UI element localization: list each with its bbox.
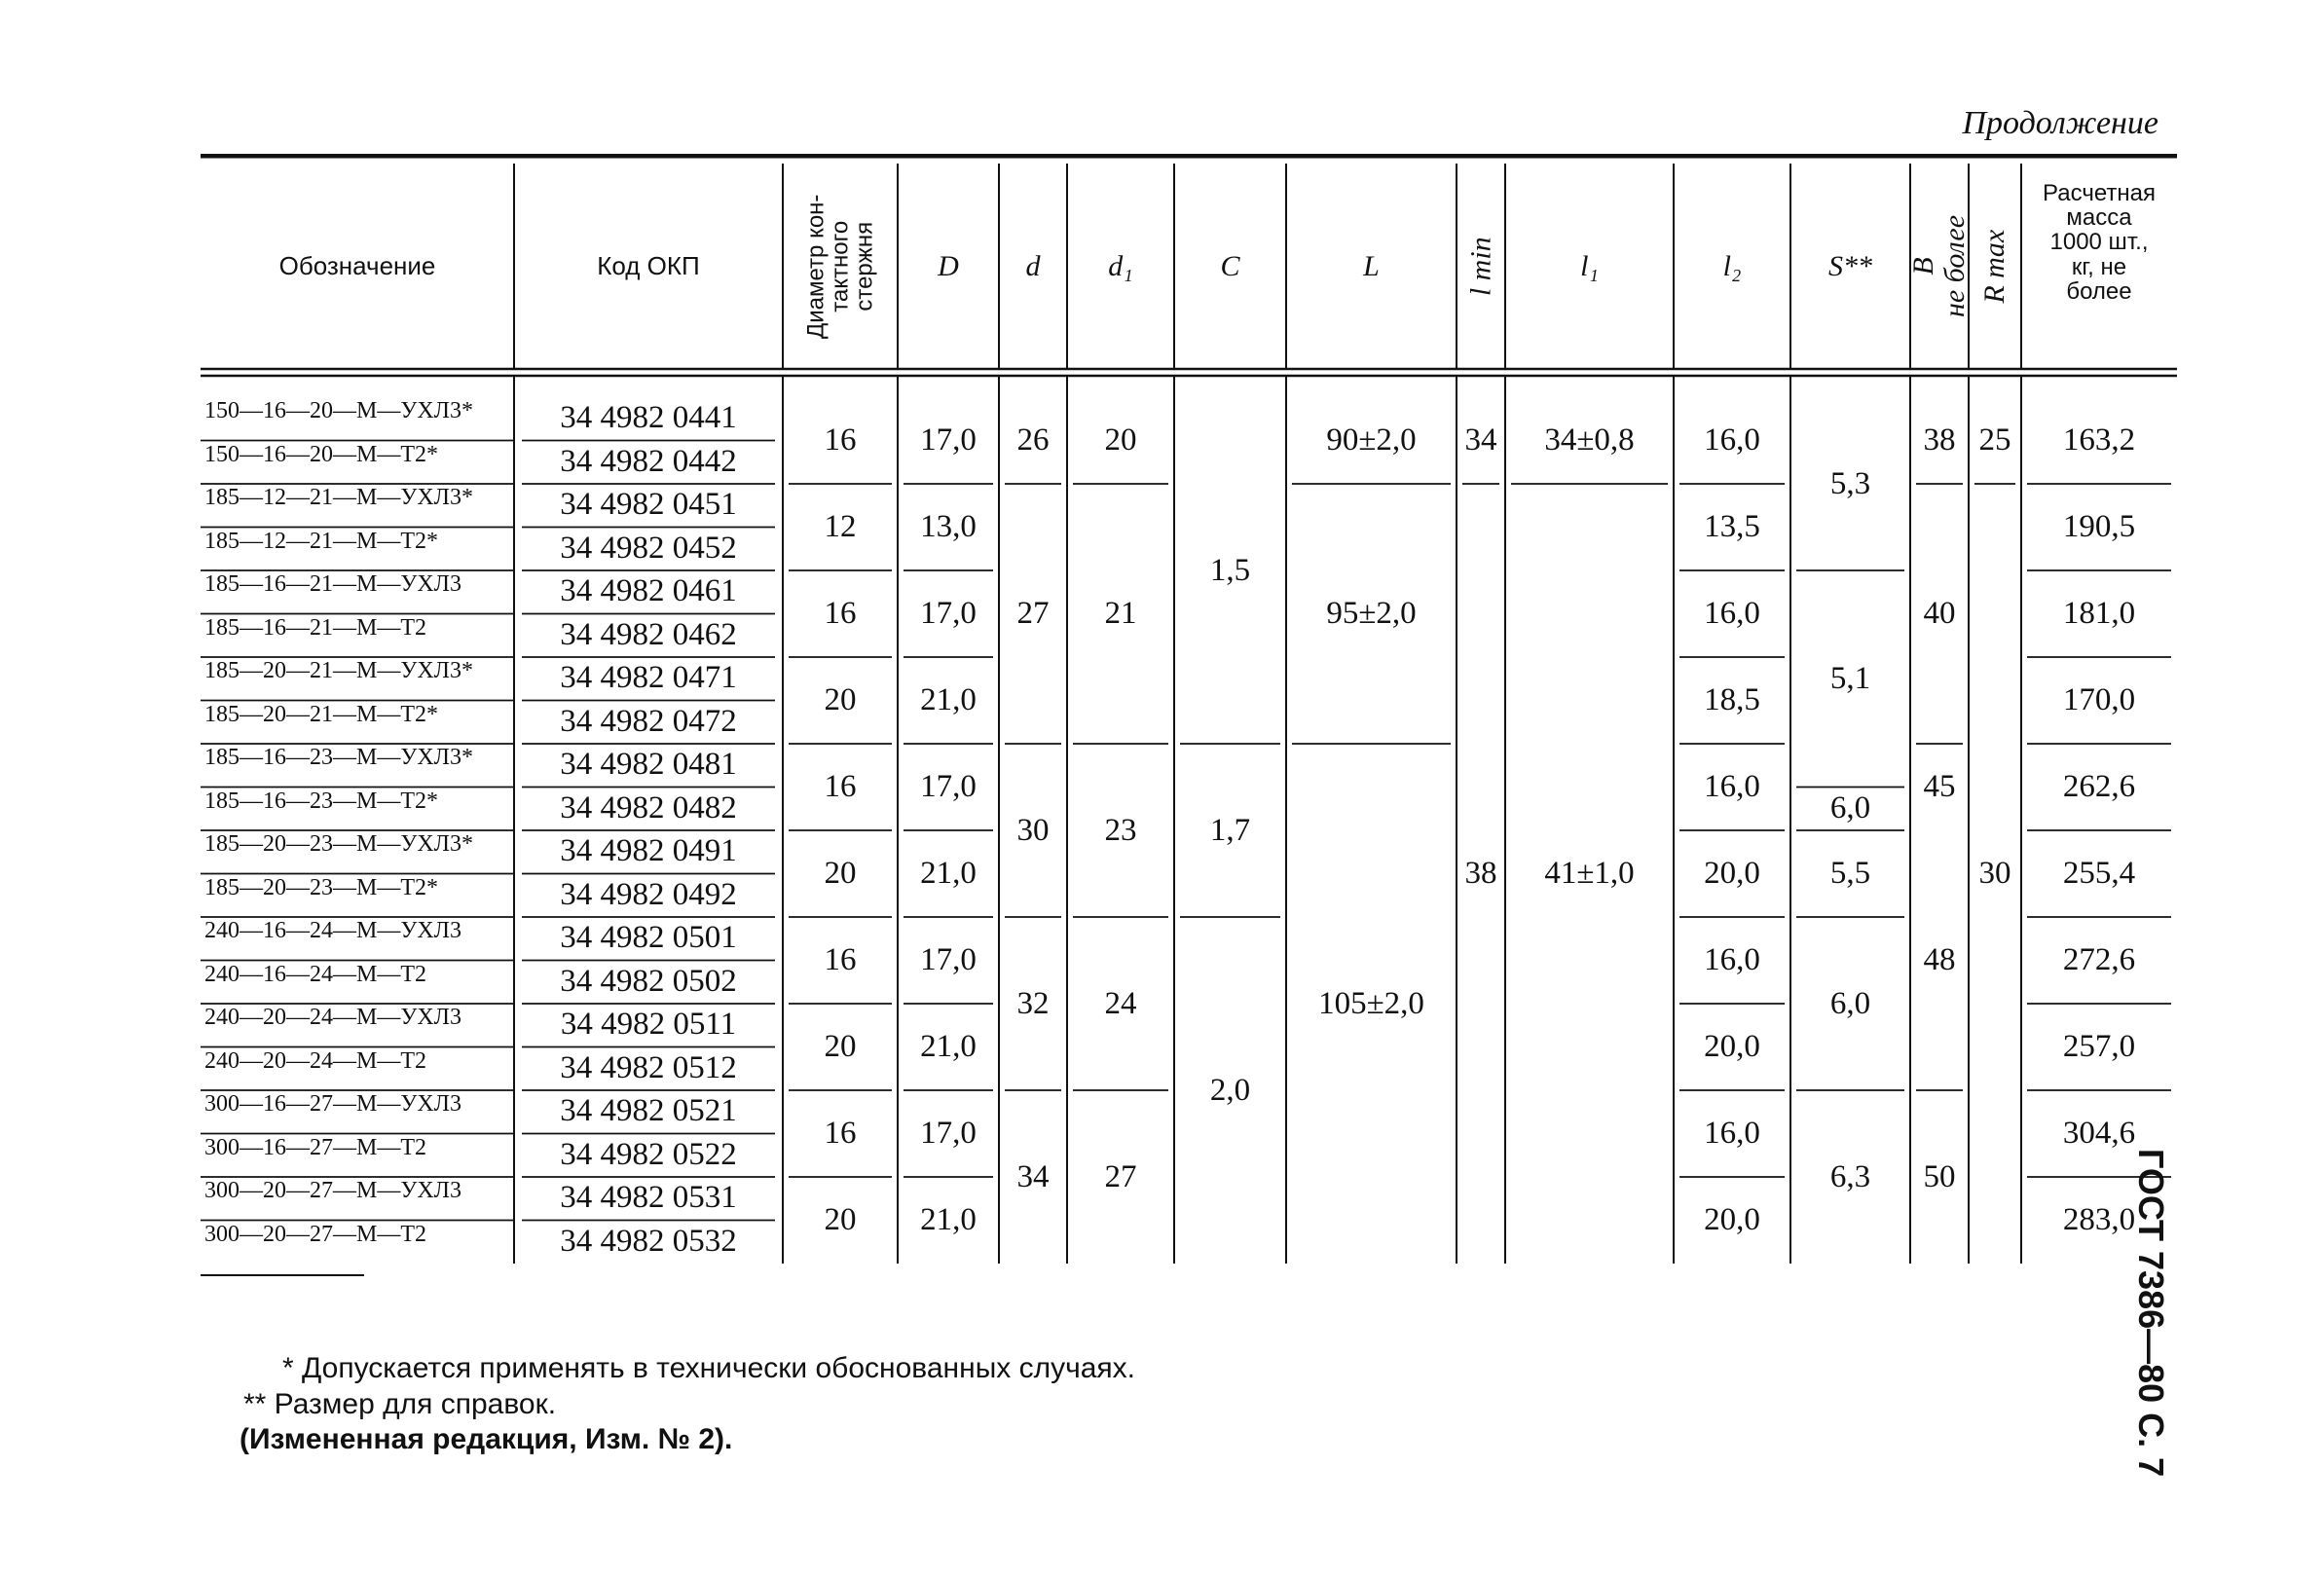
C-cell: 1,7: [1209, 812, 1251, 848]
okp-code-cell: 34 4982 0491: [560, 833, 737, 868]
S-cell: 6,0: [1829, 985, 1871, 1021]
mass-cell: 262,6: [2062, 769, 2136, 804]
lmin-cell: 34: [1464, 422, 1497, 458]
okp-code-cell: 34 4982 0511: [560, 1007, 737, 1042]
Rmax-cell: 25: [1978, 422, 2011, 458]
L-cell: 90±2,0: [1326, 422, 1417, 458]
C-cell: 1,5: [1209, 552, 1251, 588]
B-cell: 45: [1923, 769, 1956, 804]
designation-cell: 150—16—20—М—УХЛ3*: [204, 399, 473, 423]
okp-code-cell: 34 4982 0522: [560, 1136, 737, 1172]
designation-cell: 185—12—21—М—УХЛ3*: [204, 486, 473, 510]
B-cell: 48: [1923, 942, 1956, 977]
mass-cell: 255,4: [2062, 856, 2136, 891]
okp-code-cell: 34 4982 0442: [560, 443, 737, 479]
okp-code-cell: 34 4982 0531: [560, 1180, 737, 1215]
designation-cell: 240—20—24—М—УХЛ3: [204, 1006, 461, 1030]
rod-diameter-cell: 16: [824, 1116, 857, 1151]
rod-diameter-cell: 16: [824, 942, 857, 977]
okp-code-cell: 34 4982 0512: [560, 1049, 737, 1085]
designation-cell: 185—20—23—М—Т2*: [204, 875, 438, 900]
header-designation: Обозначение: [278, 250, 436, 280]
mass-cell: 272,6: [2062, 942, 2136, 977]
header-lmin-text: l min: [1464, 237, 1497, 296]
d1-cell: 24: [1104, 985, 1137, 1021]
designation-cell: 300—20—27—М—Т2: [204, 1222, 426, 1247]
okp-code-cell: 34 4982 0452: [560, 530, 737, 566]
okp-code-cell: 34 4982 0501: [560, 920, 737, 955]
rod-diameter-cell: 12: [824, 509, 857, 544]
D-cell: 21,0: [920, 1202, 977, 1237]
d1-cell: 21: [1104, 596, 1137, 631]
okp-code-cell: 34 4982 0492: [560, 876, 737, 912]
B-cell: 40: [1923, 596, 1956, 631]
d1-cell: 27: [1104, 1158, 1137, 1194]
okp-code-cell: 34 4982 0482: [560, 789, 737, 825]
S-cell: 5,3: [1829, 465, 1871, 501]
designation-cell: 185—12—21—М—Т2*: [204, 529, 438, 554]
okp-code-cell: 34 4982 0441: [560, 400, 737, 435]
l2-cell: 20,0: [1704, 856, 1760, 891]
mass-cell: 283,0: [2062, 1202, 2136, 1237]
header-rod-diameter: [783, 164, 898, 369]
designation-cell: 185—16—21—М—Т2: [204, 615, 426, 641]
Rmax-cell: 30: [1978, 856, 2011, 891]
designation-cell: 185—20—23—М—УХЛ3*: [204, 832, 473, 857]
d-cell: 32: [1016, 985, 1050, 1021]
designation-cell: 240—16—24—М—УХЛ3: [204, 919, 461, 943]
header-Rmax: [1969, 164, 2021, 369]
designation-cell: 185—16—23—М—УХЛ3*: [204, 746, 473, 770]
okp-code-cell: 34 4982 0502: [560, 963, 737, 999]
footnote-double-asterisk: ** Размер для справок.: [243, 1387, 557, 1420]
l2-cell: 20,0: [1704, 1202, 1760, 1237]
designation-cell: 185—16—21—М—УХЛ3: [204, 572, 461, 597]
header-l2: l₂: [1722, 249, 1742, 282]
d1-cell: 23: [1104, 812, 1137, 848]
D-cell: 21,0: [920, 856, 977, 891]
l2-cell: 20,0: [1704, 1029, 1760, 1064]
header-okp-code: Код ОКП: [597, 250, 700, 280]
S-cell: 5,1: [1829, 660, 1871, 696]
d-cell: 30: [1016, 812, 1050, 848]
okp-code-cell: 34 4982 0521: [560, 1093, 737, 1128]
l2-cell: 16,0: [1704, 769, 1760, 804]
header-d1: d₁: [1108, 249, 1133, 282]
okp-code-cell: 34 4982 0472: [560, 703, 737, 739]
designation-cell: 185—20—21—М—УХЛ3*: [204, 659, 473, 683]
mass-cell: 190,5: [2062, 509, 2136, 544]
l2-cell: 16,0: [1704, 422, 1760, 458]
header-B: [1907, 164, 1972, 369]
D-cell: 17,0: [920, 422, 977, 458]
okp-code-cell: 34 4982 0532: [560, 1223, 737, 1259]
rod-diameter-cell: 16: [824, 422, 857, 458]
S-cell: 6,0: [1829, 790, 1871, 826]
L-cell: 95±2,0: [1326, 596, 1417, 631]
footnotes: [240, 1351, 1135, 1458]
l2-cell: 13,5: [1704, 509, 1760, 544]
header-lmin: [1457, 164, 1505, 369]
header-B-text: B не более: [1907, 214, 1972, 318]
l2-cell: 16,0: [1704, 942, 1760, 977]
L-cell: 105±2,0: [1318, 985, 1424, 1021]
D-cell: 21,0: [920, 682, 977, 717]
designation-cell: 240—16—24—М—Т2: [204, 962, 426, 987]
l2-cell: 18,5: [1704, 682, 1760, 717]
footnote-asterisk: * Допускается применять в технически обоснованных случаях.: [282, 1352, 1135, 1384]
okp-code-cell: 34 4982 0481: [560, 747, 737, 782]
edition-note: (Измененная редакция, Изм. № 2).: [240, 1423, 733, 1456]
D-cell: 17,0: [920, 769, 977, 804]
header-L: L: [1363, 249, 1380, 282]
D-cell: 17,0: [920, 1116, 977, 1151]
header-rod-diameter-text: Диаметр кон- тактного стержня: [802, 194, 878, 339]
gost-page-reference: ГОСТ 7386—80 С. 7: [2131, 1149, 2171, 1478]
rod-diameter-cell: 20: [824, 682, 857, 717]
mass-cell: 304,6: [2062, 1116, 2136, 1151]
l1-cell: 34±0,8: [1544, 422, 1635, 458]
header-D: D: [938, 249, 959, 282]
B-cell: 50: [1923, 1158, 1956, 1194]
S-cell: 5,5: [1829, 856, 1871, 891]
C-cell: 2,0: [1209, 1072, 1251, 1108]
rod-diameter-cell: 20: [824, 1029, 857, 1064]
mass-cell: 257,0: [2062, 1029, 2136, 1064]
designation-cell: 185—16—23—М—Т2*: [204, 788, 438, 814]
D-cell: 17,0: [920, 596, 977, 631]
rod-diameter-cell: 20: [824, 1202, 857, 1237]
header-l1: l₁: [1580, 249, 1599, 282]
dimensions-table: [201, 154, 2177, 1322]
mass-cell: 170,0: [2062, 682, 2136, 717]
S-cell: 6,3: [1829, 1158, 1871, 1194]
designation-cell: 240—20—24—М—Т2: [204, 1048, 426, 1074]
l2-cell: 16,0: [1704, 596, 1760, 631]
rod-diameter-cell: 20: [824, 856, 857, 891]
B-cell: 38: [1923, 422, 1956, 458]
d-cell: 26: [1016, 422, 1050, 458]
lmin-cell: 38: [1464, 856, 1497, 891]
okp-code-cell: 34 4982 0451: [560, 487, 737, 522]
okp-code-cell: 34 4982 0462: [560, 616, 737, 652]
rod-diameter-cell: 16: [824, 769, 857, 804]
continuation-label: Продолжение: [1962, 105, 2158, 141]
designation-cell: 185—20—21—М—Т2*: [204, 702, 438, 727]
d-cell: 27: [1016, 596, 1050, 631]
header-d: d: [1025, 249, 1041, 282]
rod-diameter-cell: 16: [824, 596, 857, 631]
D-cell: 13,0: [920, 509, 977, 544]
okp-code-cell: 34 4982 0461: [560, 573, 737, 608]
designation-cell: 300—20—27—М—УХЛ3: [204, 1179, 461, 1203]
mass-cell: 163,2: [2062, 422, 2136, 458]
l2-cell: 16,0: [1704, 1116, 1760, 1151]
mass-cell: 181,0: [2062, 596, 2136, 631]
D-cell: 17,0: [920, 942, 977, 977]
designation-cell: 150—16—20—М—Т2*: [204, 442, 438, 467]
designation-cell: 300—16—27—М—УХЛ3: [204, 1092, 461, 1117]
header-mass: [2021, 164, 2177, 369]
designation-cell: 300—16—27—М—Т2: [204, 1135, 426, 1160]
d-cell: 34: [1016, 1158, 1050, 1194]
header-Rmax-text: R max: [1978, 229, 2011, 304]
D-cell: 21,0: [920, 1029, 977, 1064]
d1-cell: 20: [1104, 422, 1137, 458]
header-S: S**: [1828, 249, 1872, 282]
header-C: C: [1220, 249, 1240, 282]
l1-cell: 41±1,0: [1544, 856, 1635, 891]
okp-code-cell: 34 4982 0471: [560, 660, 737, 695]
header-mass-text: Расчетная масса 1000 шт., кг, не более: [2043, 180, 2156, 305]
